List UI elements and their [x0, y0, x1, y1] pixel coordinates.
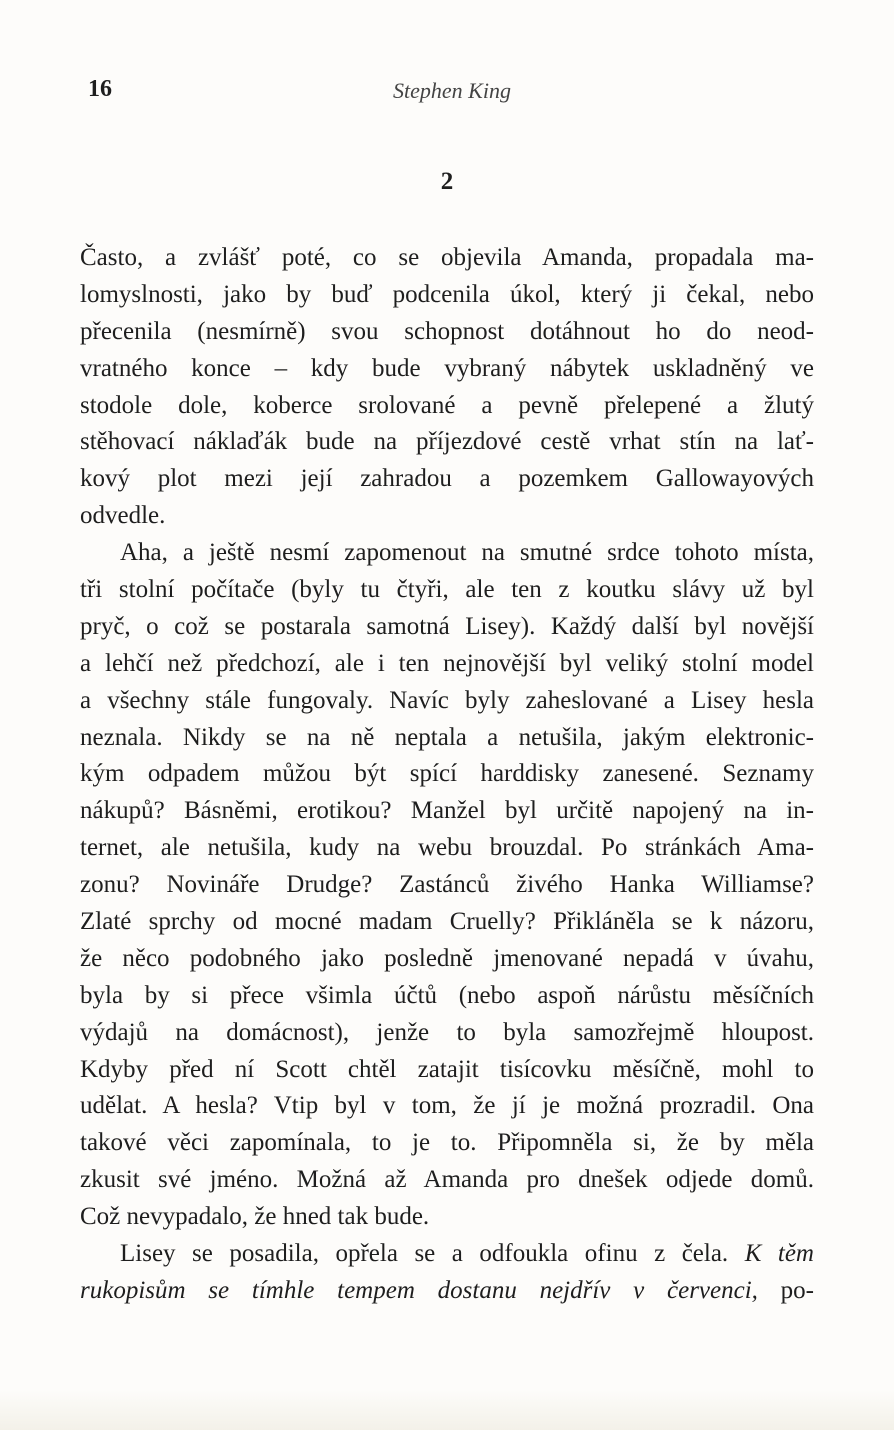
- text-line: byla by si přece všimla účtů (nebo aspoň nárůstu měsíčních: [80, 981, 814, 1009]
- text-line: [80, 1273, 814, 1310]
- text-line: Aha, a ještě nesmí zapomenout na smutné srdce tohoto místa,: [120, 539, 814, 567]
- text-line: kým odpadem můžou být spící harddisky zanesené. Seznamy: [80, 760, 814, 788]
- text-line: kový plot mezi její zahradou a pozemkem Gallowayových: [80, 465, 814, 493]
- text-line: Zlaté sprchy od mocné madam Cruelly? Přikláněla se k názoru,: [80, 908, 814, 936]
- page-header: [88, 76, 816, 108]
- body-text: [80, 240, 814, 1310]
- text-line: lomyslnosti, jako by buď podcenila úkol, který ji čekal, nebo: [80, 280, 814, 308]
- text-line: Což nevypadalo, že hned tak bude.: [80, 1203, 430, 1231]
- text-line: takové věci zapomínala, to je to. Připomněla si, že by měla: [80, 1129, 814, 1157]
- text-line: a všechny stále fungovaly. Navíc byly zaheslované a Lisey hesla: [80, 686, 814, 714]
- text-line: stodole dole, koberce srolované a pevně přelepené a žlutý: [80, 391, 814, 419]
- text-line: vratného konce – kdy bude vybraný nábytek uskladněný ve: [80, 354, 814, 382]
- text-line: výdajů na domácnost), jenže to byla samozřejmě hloupost.: [80, 1018, 814, 1046]
- text-line: pryč, o což se postarala samotná Lisey). Každý další byl novější: [80, 612, 814, 640]
- text-line: přecenila (nesmírně) svou schopnost dotáhnout ho do neod-: [80, 317, 814, 345]
- text-line: Kdyby před ní Scott chtěl zatajit tisícovku měsíčně, mohl to: [80, 1055, 814, 1083]
- text-line: odvedle.: [80, 502, 166, 530]
- text-line: neznala. Nikdy se na ně neptala a netušila, jakým elektronic-: [80, 723, 814, 751]
- text-line: [80, 1236, 814, 1273]
- text-line: udělat. A hesla? Vtip byl v tom, že jí je možná prozradil. Ona: [80, 1092, 814, 1120]
- text-line: a lehčí než předchozí, ale i ten nejnovější byl veliký stolní model: [80, 649, 814, 677]
- text-run: po-: [757, 1276, 814, 1304]
- text-line: zonu? Novináře Drudge? Zastánců živého Hanka Williamse?: [80, 871, 814, 899]
- text-run: Lisey se posadila, opřela se a odfoukla ofinu z čela.: [120, 1240, 745, 1268]
- page-number: 16: [88, 76, 112, 102]
- text-line: nákupů? Básněmi, erotikou? Manžel byl určitě napojený na in-: [80, 797, 814, 825]
- italic-text-run: rukopisům se tímhle tempem dostanu nejdřív v červenci,: [80, 1276, 758, 1304]
- running-head: Stephen King: [393, 78, 511, 103]
- text-line: tři stolní počítače (byly tu čtyři, ale ten z koutku slávy už byl: [80, 576, 814, 604]
- page-edge-shadow: [0, 1390, 894, 1430]
- chapter-number: 2: [440, 168, 454, 195]
- text-line: ternet, ale netušila, kudy na webu brouzdal. Po stránkách Ama-: [80, 834, 814, 862]
- text-line: stěhovací náklaďák bude na příjezdové cestě vrhat stín na lať-: [80, 428, 814, 456]
- italic-text-run: K těm: [744, 1240, 814, 1268]
- text-line: Často, a zvlášť poté, co se objevila Amanda, propadala ma-: [80, 244, 814, 271]
- text-line: že něco podobného jako posledně jmenované nepadá v úvahu,: [80, 944, 814, 972]
- text-line: zkusit své jméno. Možná až Amanda pro dnešek odjede domů.: [80, 1166, 814, 1194]
